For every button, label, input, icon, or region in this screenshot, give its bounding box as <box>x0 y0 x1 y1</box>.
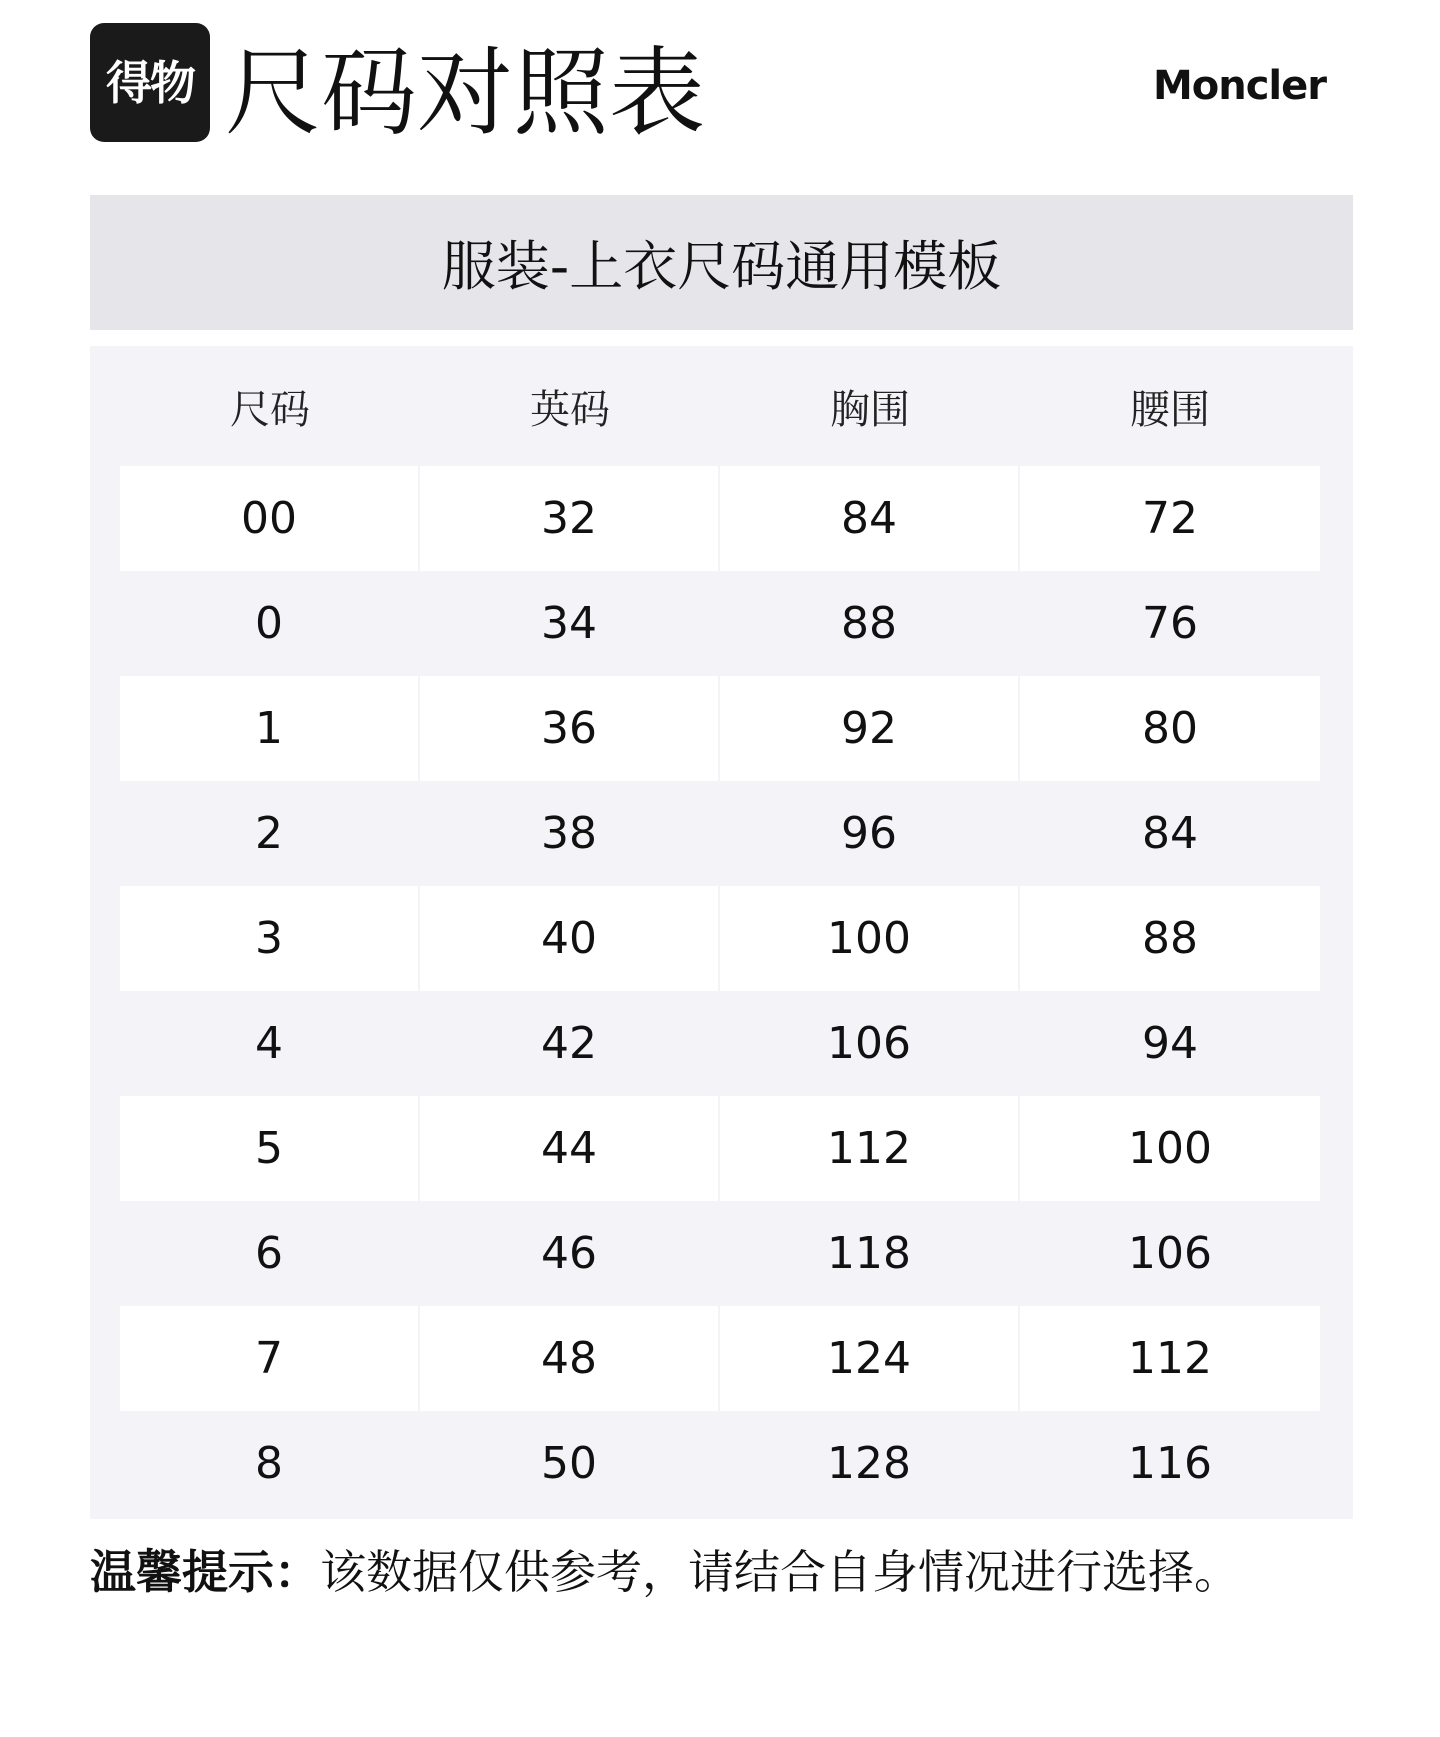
cell-size: 00 <box>120 466 418 571</box>
table-row <box>120 781 1320 886</box>
column-header-size: 尺码 <box>230 386 310 433</box>
cell-waist: 112 <box>1020 1306 1320 1411</box>
cell-size: 2 <box>255 808 283 859</box>
table-body <box>120 466 1320 1516</box>
cell-uk-size: 40 <box>420 886 718 991</box>
table-row <box>120 991 1320 1096</box>
cell-chest: 124 <box>720 1306 1018 1411</box>
cell-chest: 112 <box>720 1096 1018 1201</box>
cell-chest: 84 <box>720 466 1018 571</box>
tip-label: 温馨提示： <box>90 1545 320 1599</box>
template-banner <box>90 195 1353 330</box>
cell-waist: 80 <box>1020 676 1320 781</box>
cell-chest: 118 <box>827 1228 911 1279</box>
page-title: 尺码对照表 <box>225 37 705 149</box>
cell-chest: 106 <box>827 1018 911 1069</box>
cell-size: 8 <box>255 1438 283 1489</box>
cell-waist: 94 <box>1142 1018 1198 1069</box>
cell-chest: 92 <box>720 676 1018 781</box>
column-header-uk-size: 英码 <box>530 386 610 433</box>
cell-uk-size: 46 <box>541 1228 597 1279</box>
cell-uk-size: 32 <box>420 466 718 571</box>
cell-size: 6 <box>255 1228 283 1279</box>
dewu-logo <box>90 23 210 142</box>
brand-name: Moncler <box>1152 63 1326 109</box>
cell-waist: 106 <box>1128 1228 1212 1279</box>
cell-waist: 100 <box>1020 1096 1320 1201</box>
cell-size: 7 <box>120 1306 418 1411</box>
table-row <box>120 886 1320 991</box>
cell-chest: 100 <box>720 886 1018 991</box>
table-row <box>120 1411 1320 1516</box>
table-row <box>120 1201 1320 1306</box>
tip-text: 该数据仅供参考，请结合自身情况进行选择。 <box>320 1545 1240 1599</box>
table-row <box>120 676 1320 781</box>
table-row <box>120 571 1320 676</box>
table-row <box>120 466 1320 571</box>
cell-waist: 76 <box>1142 598 1198 649</box>
cell-uk-size: 36 <box>420 676 718 781</box>
cell-waist: 88 <box>1020 886 1320 991</box>
cell-size: 0 <box>255 598 283 649</box>
cell-uk-size: 48 <box>420 1306 718 1411</box>
cell-size: 3 <box>120 886 418 991</box>
cell-uk-size: 50 <box>541 1438 597 1489</box>
table-header-row <box>120 346 1320 466</box>
logo-text: 得物 <box>106 55 194 110</box>
cell-waist: 72 <box>1020 466 1320 571</box>
template-title: 服装-上衣尺码通用模板 <box>441 235 1002 298</box>
cell-waist: 116 <box>1128 1438 1212 1489</box>
cell-chest: 96 <box>841 808 897 859</box>
cell-uk-size: 38 <box>541 808 597 859</box>
cell-chest: 88 <box>841 598 897 649</box>
column-header-chest: 胸围 <box>830 386 910 433</box>
tip-note <box>90 1540 1240 1604</box>
cell-waist: 84 <box>1142 808 1198 859</box>
column-header-waist: 腰围 <box>1130 386 1210 433</box>
cell-size: 4 <box>255 1018 283 1069</box>
table-row <box>120 1096 1320 1201</box>
table-row <box>120 1306 1320 1411</box>
cell-size: 5 <box>120 1096 418 1201</box>
cell-uk-size: 34 <box>541 598 597 649</box>
cell-chest: 128 <box>827 1438 911 1489</box>
size-table <box>90 346 1353 1519</box>
cell-uk-size: 44 <box>420 1096 718 1201</box>
cell-uk-size: 42 <box>541 1018 597 1069</box>
cell-size: 1 <box>120 676 418 781</box>
header <box>90 23 1350 149</box>
